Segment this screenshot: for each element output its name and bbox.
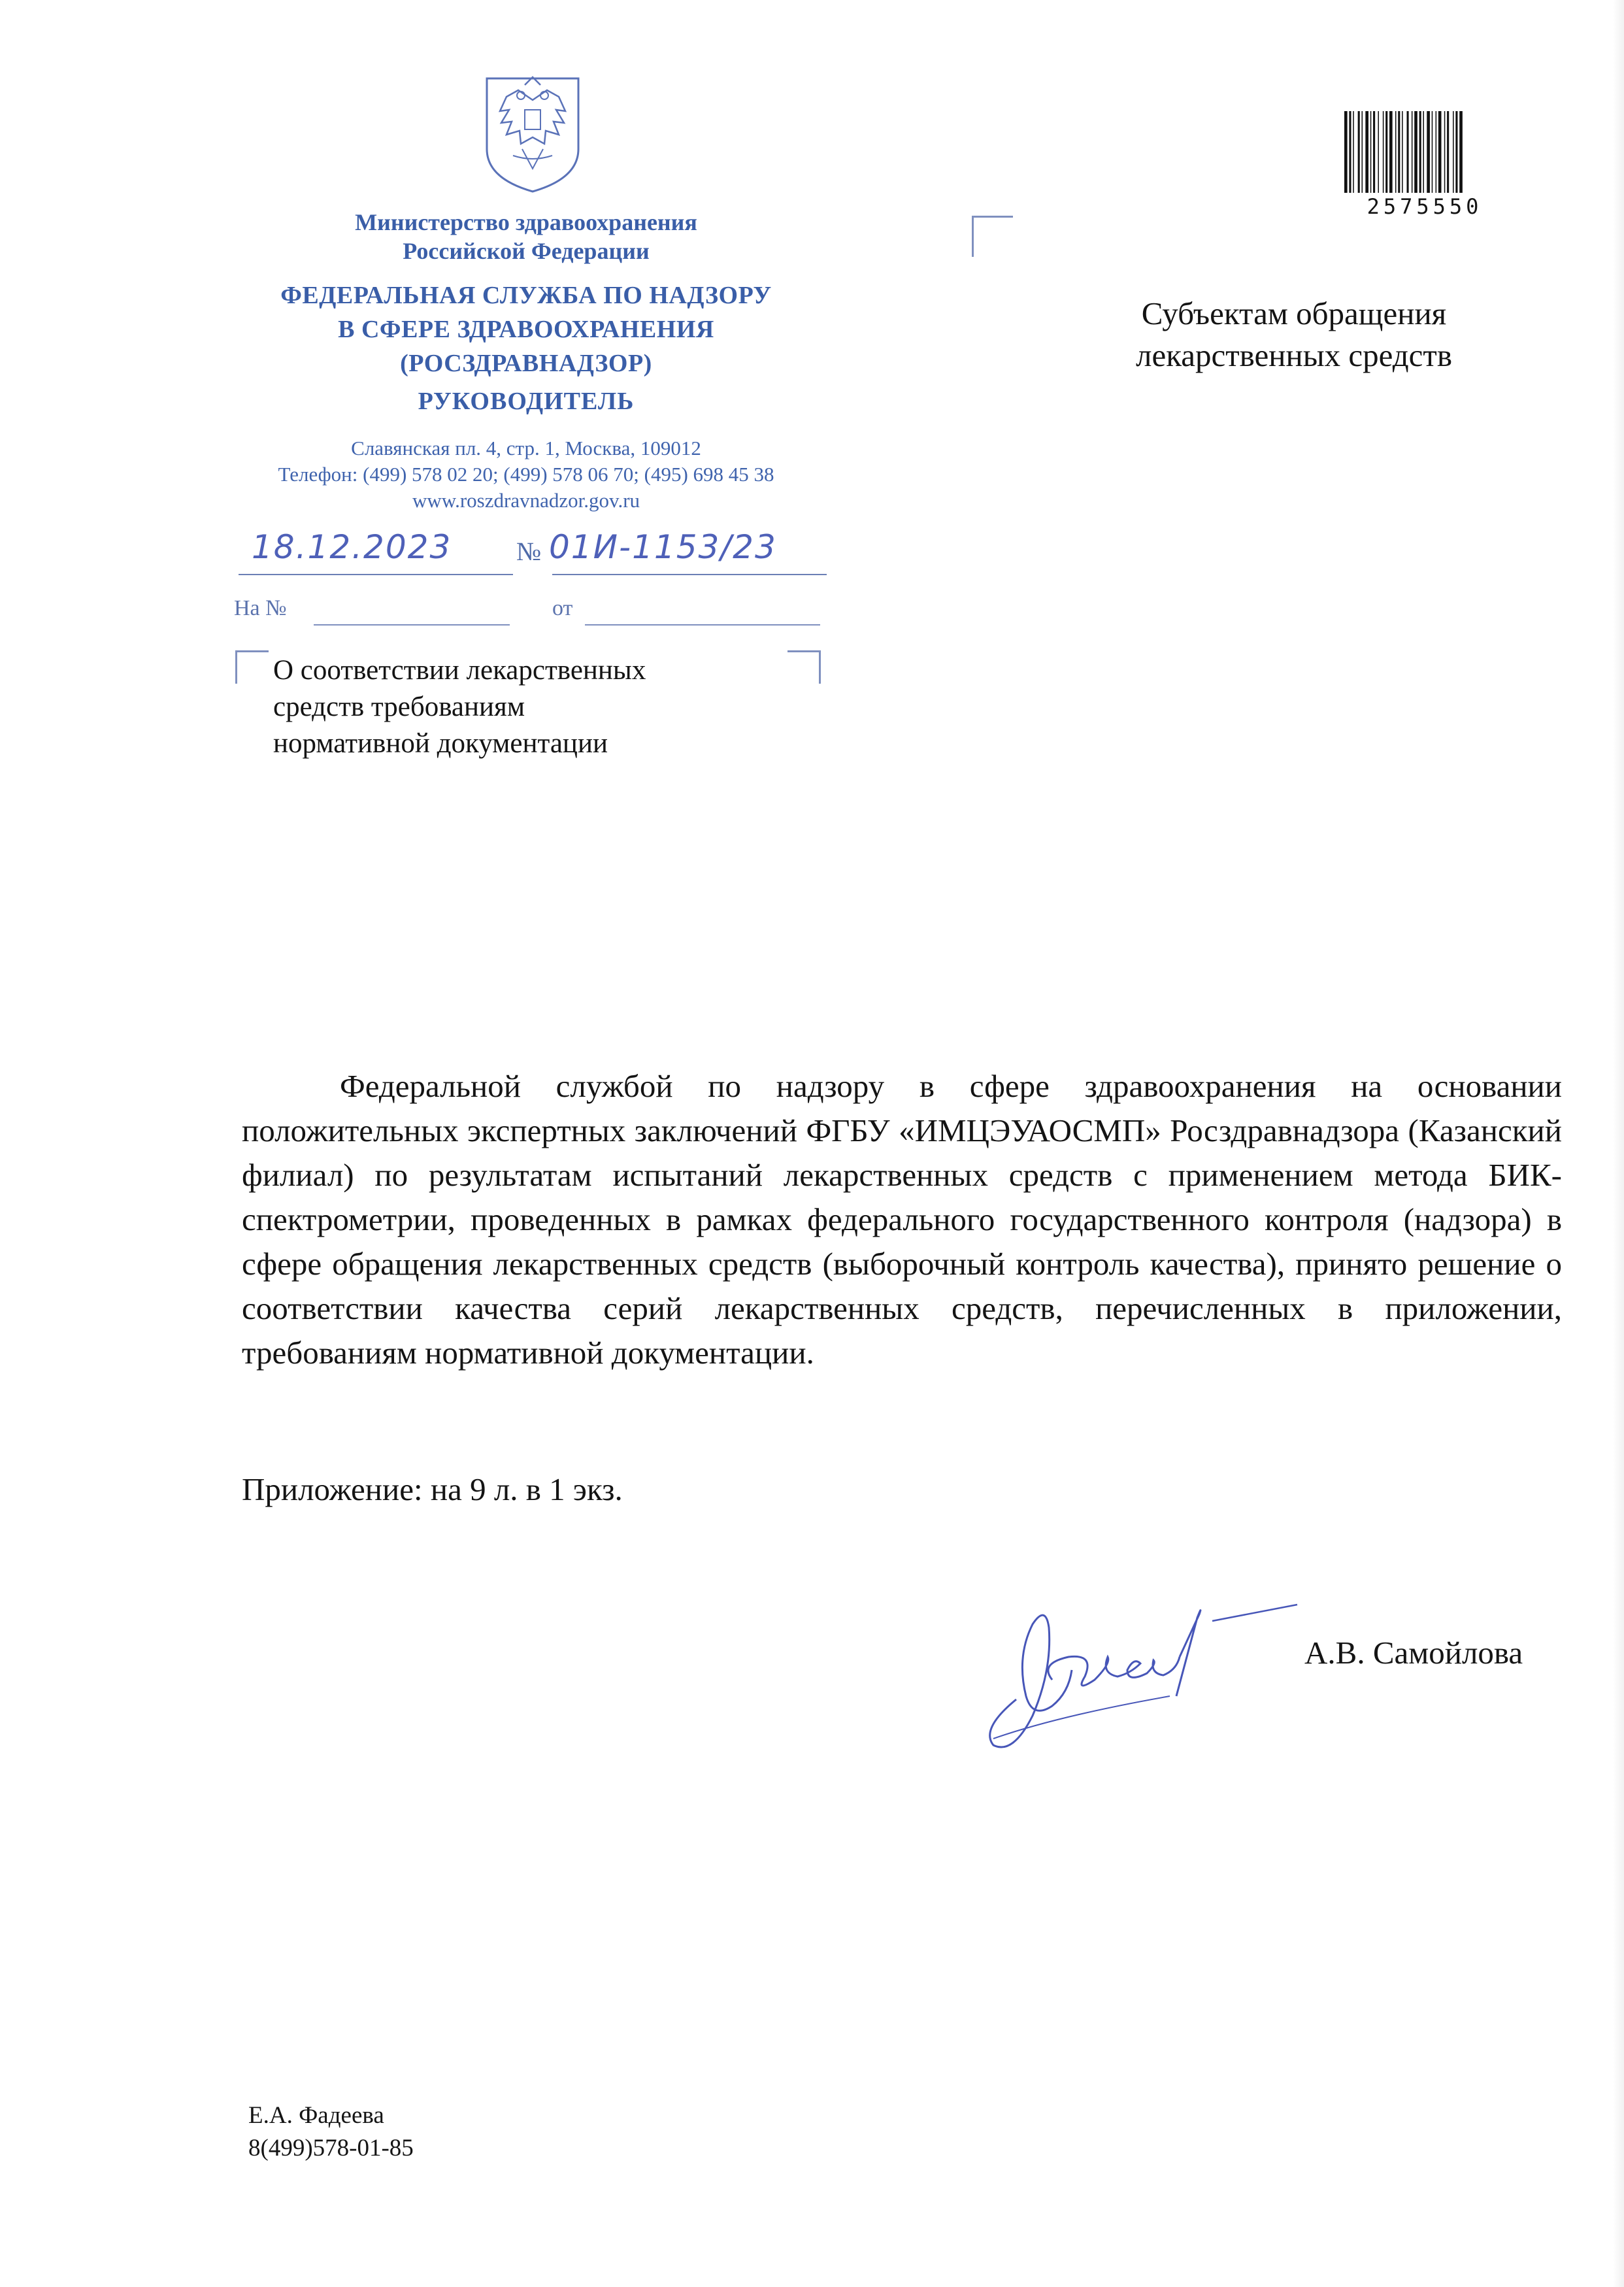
executor-phone: 8(499)578-01-85	[248, 2135, 414, 2162]
barcode-bar	[1389, 111, 1393, 193]
number-underline	[552, 574, 827, 575]
registration-number: 01И-1153/23	[549, 528, 777, 566]
barcode-bar	[1373, 111, 1375, 193]
barcode-bar	[1353, 111, 1354, 193]
date-underline	[239, 574, 513, 575]
barcode-bar	[1423, 111, 1424, 193]
from-label: от	[552, 596, 573, 620]
reply-to-label: На №	[234, 596, 287, 620]
subject-line-2: средств требованиям	[273, 692, 525, 722]
barcode-bar	[1455, 111, 1457, 193]
barcode-icon	[1343, 111, 1503, 193]
subject-line-1: О соответствии лекарственных	[273, 655, 646, 686]
barcode-bar	[1402, 111, 1403, 193]
coat-of-arms-icon	[480, 71, 585, 195]
barcode-bar	[1459, 111, 1463, 193]
barcode-bar	[1362, 111, 1363, 193]
reply-to-date-field	[585, 624, 820, 626]
barcode-number: 2575550	[1367, 194, 1483, 219]
website-link[interactable]: www.roszdravnadzor.gov.ru	[412, 489, 640, 512]
head-title: РУКОВОДИТЕЛЬ	[418, 388, 635, 415]
service-line-1: ФЕДЕРАЛЬНАЯ СЛУЖБА ПО НАДЗОРУ	[280, 282, 772, 309]
barcode-bar	[1453, 111, 1454, 193]
addressee-line-1: Субъектам обращения	[1141, 295, 1447, 331]
registration-date: 18.12.2023	[252, 528, 452, 566]
address-block	[190, 435, 863, 514]
barcode-bar	[1365, 111, 1368, 193]
barcode-bar	[1438, 111, 1442, 193]
barcode-bar	[1398, 111, 1400, 193]
barcode-bar	[1436, 111, 1437, 193]
barcode-bar	[1378, 111, 1379, 193]
barcode-bar	[1444, 111, 1446, 193]
ministry-line-1: Министерство здравоохранения	[355, 209, 697, 235]
addressee-corner	[972, 216, 1013, 257]
ministry-name	[190, 208, 863, 265]
service-name	[190, 278, 863, 380]
addressee-line-2: лекарственных средств	[1136, 337, 1452, 373]
address-line-2: Телефон: (499) 578 02 20; (499) 578 06 70; (495) 698 45 38	[278, 463, 774, 486]
barcode-bar	[1383, 111, 1384, 193]
addressee-block	[1085, 293, 1503, 376]
body-paragraph: Федеральной службой по надзору в сфере здравоохранения на основании положительных экспертных заключений ФГБУ «ИМЦЭУАОСМП» Росздравнадзора (Казанский филиал) по результатам испытаний лекарственных средств с применением метода БИК-спектрометрии, проведенных в рамках федерального государственного контроля (надзора) в сфере обращения лекарственных средств (выборочный контроль качества), принято решение о соответствии качества серий лекарственных средств, перечисленных в приложении, требованиям нормативной документации.	[242, 1068, 1562, 1371]
barcode-bar	[1349, 111, 1351, 193]
barcode-bar	[1414, 111, 1417, 193]
service-line-2: В СФЕРЕ ЗДРАВООХРАНЕНИЯ	[338, 316, 714, 343]
barcode-bar	[1344, 111, 1348, 193]
barcode-bar	[1419, 111, 1421, 193]
executor-name: Е.А. Фадеева	[248, 2102, 384, 2129]
ministry-line-2: Российской Федерации	[403, 238, 650, 264]
number-label: №	[516, 537, 542, 566]
subject-corner-left	[235, 650, 269, 684]
signer-name: А.В. Самойлова	[1304, 1635, 1523, 1671]
attachment-note: Приложение: на 9 л. в 1 экз.	[242, 1471, 623, 1507]
reply-to-number-field	[314, 624, 510, 626]
barcode-bar	[1385, 111, 1387, 193]
handwritten-signature	[954, 1565, 1346, 1755]
barcode-bar	[1407, 111, 1409, 193]
barcode-bar	[1358, 111, 1360, 193]
barcode-bar	[1432, 111, 1433, 193]
scan-edge	[1613, 0, 1624, 2287]
service-line-3: (РОСЗДРАВНАДЗОР)	[400, 350, 652, 377]
barcode-bar	[1412, 111, 1413, 193]
barcode-bar	[1370, 111, 1372, 193]
barcode-bar	[1447, 111, 1449, 193]
barcode-bar	[1427, 111, 1430, 193]
subject-line-3: нормативной документации	[273, 728, 608, 759]
subject-block	[273, 652, 783, 762]
address-line-1: Славянская пл. 4, стр. 1, Москва, 109012	[351, 437, 701, 459]
subject-corner-right	[787, 650, 821, 684]
barcode-bar	[1395, 111, 1397, 193]
